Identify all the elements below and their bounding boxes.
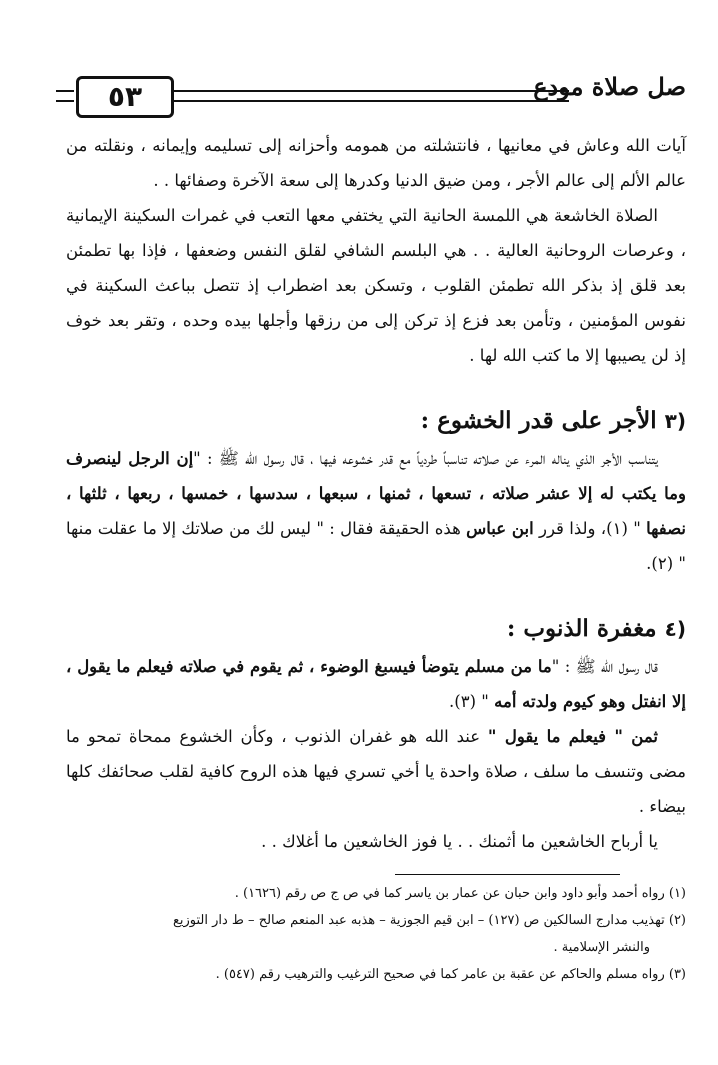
spacer: [66, 373, 686, 401]
section-4-text: [66, 649, 686, 719]
spacer: [66, 581, 686, 609]
section-4-intro: قال رسول الله ﷺ : ": [551, 657, 658, 676]
page-body: [66, 128, 686, 859]
narrator-name: ابن عباس: [466, 519, 534, 538]
hadith-1: إن الرجل لينصرف وما يكتب له إلا عشر صلاته ، تسعها ، ثمنها ، سبعها ، سدسها ، خمسها ، ربعها ، ثلثها ، نصفها: [66, 449, 686, 538]
hadith-2: ما من مسلم يتوضأ فيسبغ الوضوء ، ثم يقوم في صلاته فيعلم ما يقول ، إلا انفتل وهو كيوم ولدته أمه: [66, 657, 686, 711]
heading-title: مغفرة الذنوب: [523, 615, 657, 642]
header-rule-left: [56, 90, 74, 102]
section-3-intro: يتناسب الأجر الذي يناله المرء عن صلاته تناسباً طردياً مع قدر خشوعه فيها ، قال رسول الله ﷺ : ": [193, 449, 658, 468]
section-heading-4: [66, 609, 686, 649]
page-number: ٥٣: [76, 76, 174, 118]
footnote-ref-1: " (١)، ولذا قرر: [538, 519, 641, 538]
heading-title: الأجر على قدر الخشوع: [437, 407, 657, 434]
section-4-rest: عند الله هو غفران الذنوب ، وكأن الخشوع ممحاة تمحو ما مضى وتنسف ما سلف ، صلاة واحدة يا أخي تسري فيها هذه الروح كافية لقلب صحائفك كلها بيضاء .: [66, 727, 686, 816]
footnote-3: (٣) رواه مسلم والحاكم عن عقبة بن عامر كما في صحيح الترغيب والترهيب رقم (٥٤٧) .: [215, 967, 686, 982]
heading-colon: :: [506, 615, 516, 642]
section-4-paragraph: [66, 719, 686, 824]
section-heading-3: [66, 401, 686, 441]
footnote-separator: [395, 874, 620, 875]
paragraph-1: آيات الله وعاش في معانيها ، فانتشلته من همومه وأحزانه إلى تسليمه وإيمانه ، ونقلته من عالم الألم إلى عالم الأجر ، ومن ضيق الدنيا وكدرها إلى سعة الآخرة وصفائها . .: [66, 136, 686, 190]
quoted-phrase: ثمن " فيعلم ما يقول ": [487, 727, 658, 746]
heading-number: (٤: [664, 617, 686, 641]
footnote-2: (٢) تهذيب مدارج السالكين ص (١٢٧) – ابن قيم الجوزية – هذبه عبد المنعم صالح – ط دار التوزيع: [172, 913, 686, 928]
footnote-2-continued: والنشر الإسلامية .: [553, 940, 650, 955]
section-3-text: [66, 441, 686, 581]
heading-number: (٣: [664, 409, 686, 433]
running-title: صل صلاة مودع: [533, 72, 686, 101]
footnote-1: (١) رواه أحمد وأبو داود وابن حبان عن عمار بن ياسر كما في ص ج ص رقم (١٦٢٦) .: [234, 886, 686, 901]
paragraph-2: الصلاة الخاشعة هي اللمسة الحانية التي يختفي معها التعب في غمرات السكينة الإيمانية ، وعرصات الروحانية العالية . . هي البلسم الشافي لقلق النفس وضعفها ، فإذا بها تطمئن بعد قلق إذ بذكر الله تطمئن القلوب ، وتسكن بعد اضطراب إذ تتصل بباعث السكينة في نفوس المؤمنين ، وتأمن بعد فزع إذ تركن إلى من رزقها وأجلها بيده وحده ، وتقر بعد خوف إذ لن يصيبها إلا ما كتب الله لها .: [66, 206, 686, 365]
footnotes: [66, 880, 686, 988]
page-header: [56, 70, 686, 120]
section-3-rest: هذه الحقيقة فقال : " ليس لك من صلاتك إلا ما عقلت منها " (٢).: [66, 519, 686, 573]
heading-colon: :: [420, 407, 430, 434]
footnote-ref-3: " (٣).: [449, 692, 489, 711]
header-rule: [174, 90, 569, 102]
closing-line: يا أرباح الخاشعين ما أثمنك . . يا فوز الخاشعين ما أغلاك . .: [261, 832, 658, 851]
